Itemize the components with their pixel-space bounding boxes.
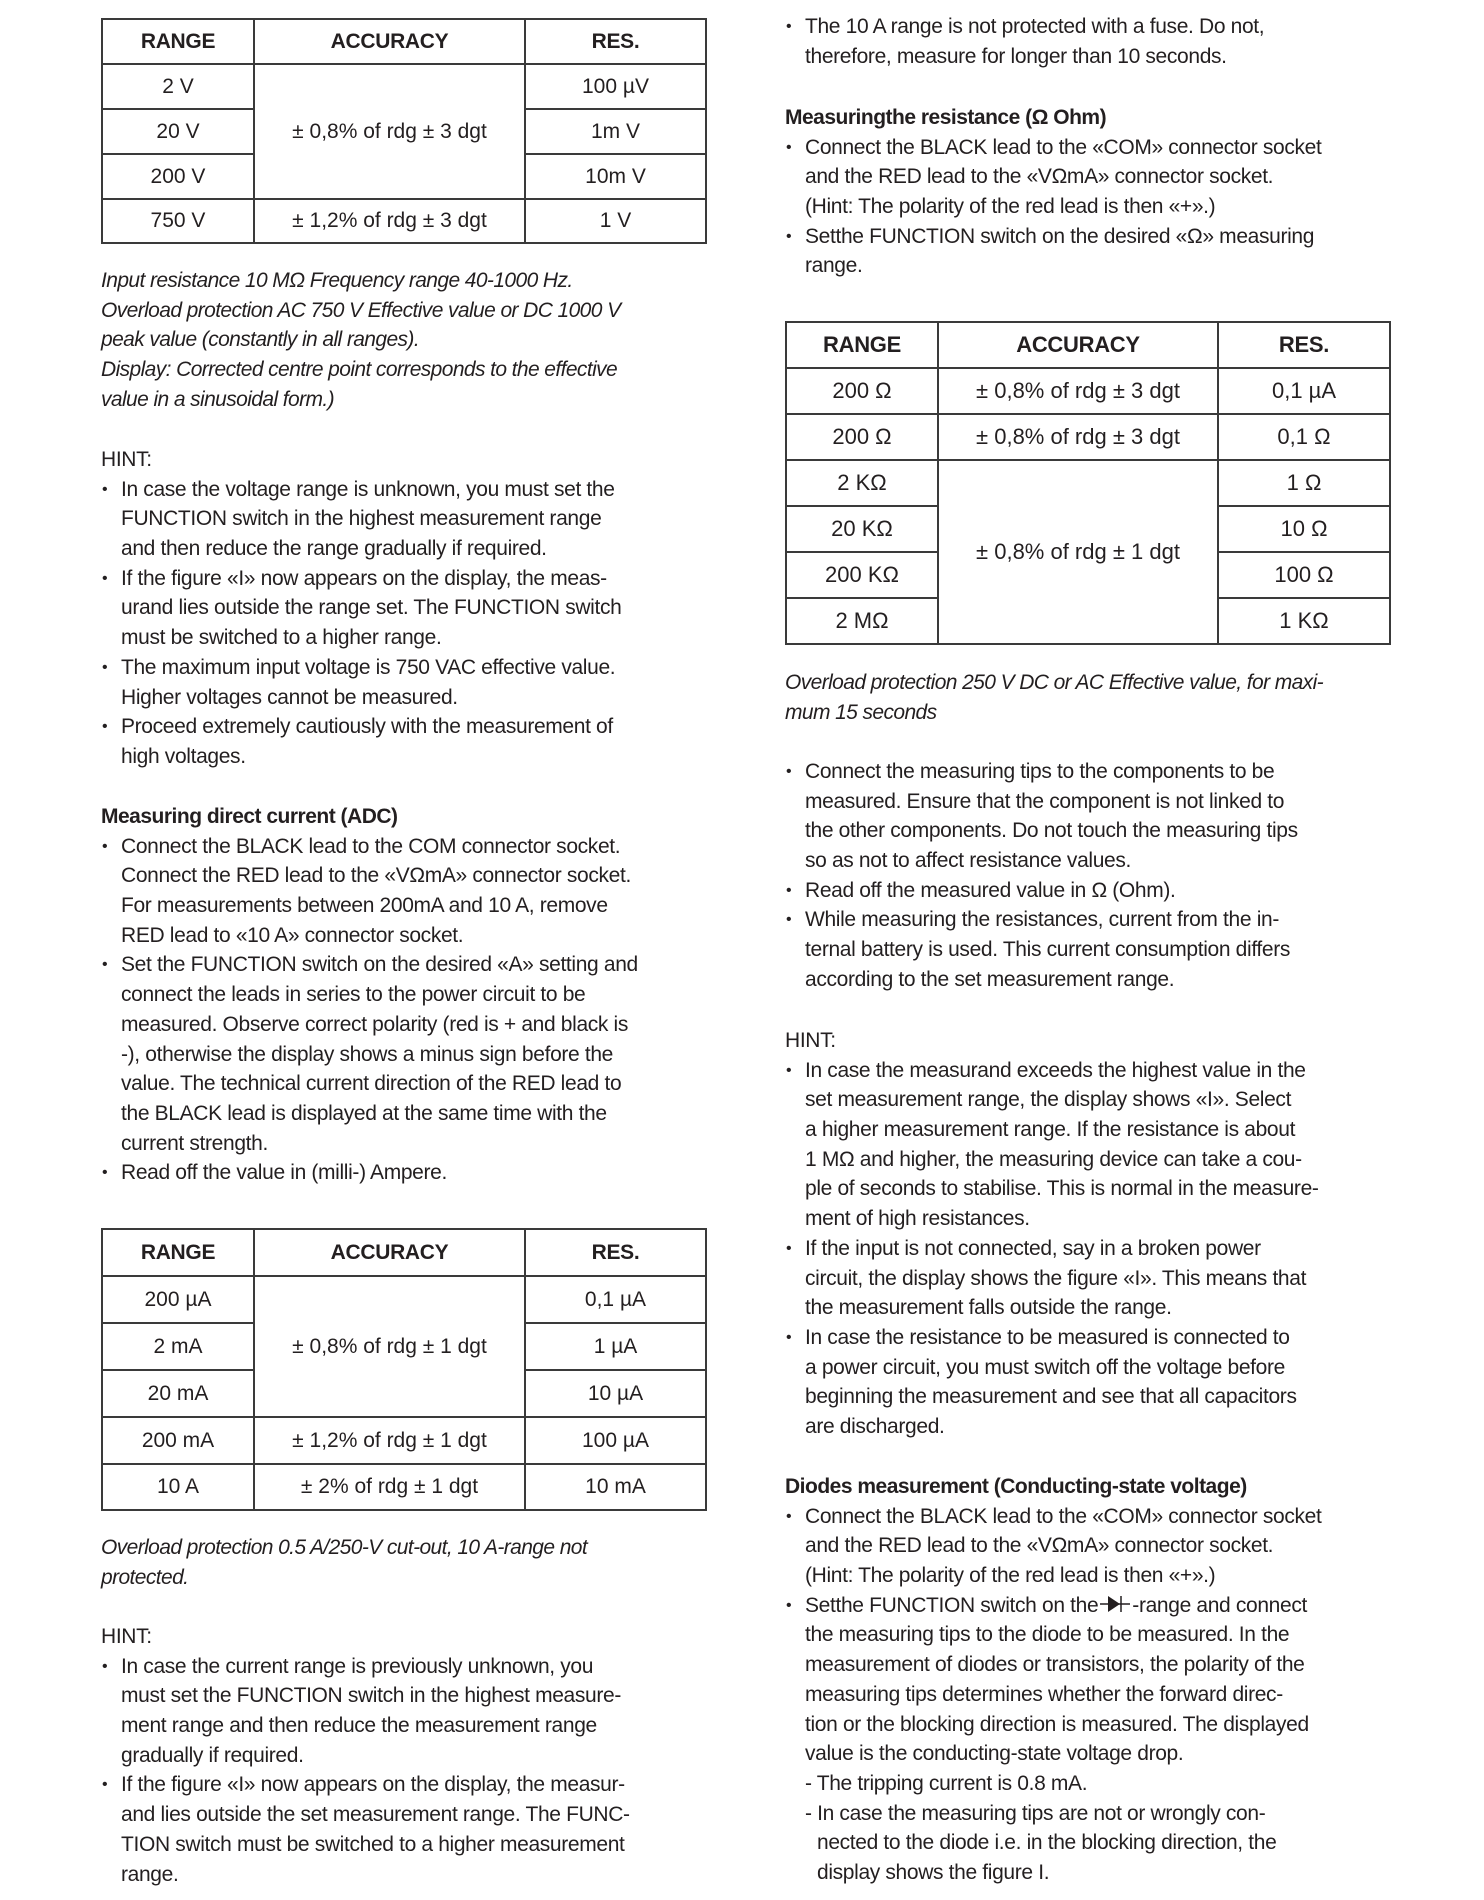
instruction-bullet [785, 876, 1395, 906]
section-heading-resistance: Measuringthe resistance (Ω Ohm) [785, 106, 1107, 129]
bullet-icon: • [786, 227, 792, 245]
text-line: connect the leads in series to the power circuit to be [121, 983, 586, 1007]
res-cell: 10 Ω [1218, 506, 1390, 552]
text-line: current strength. [121, 1131, 268, 1155]
text-line: ple of seconds to stabilise. This is normal in the measure- [805, 1177, 1319, 1201]
bullet-icon: • [786, 1328, 792, 1346]
accuracy-cell: ± 1,2% of rdg ± 3 dgt [254, 199, 525, 243]
text-line: a power circuit, you must switch off the voltage before [805, 1355, 1285, 1379]
text-line: beginning the measurement and see that all capacitors [805, 1385, 1297, 1409]
text-line: In case the voltage range is unknown, you must set the [121, 477, 615, 501]
bullet-icon: • [102, 569, 108, 587]
resistance-note [785, 668, 1395, 727]
text-line: and lies outside the set measurement range. The FUNC- [121, 1803, 630, 1827]
text-line: the measurement falls outside the range. [805, 1296, 1172, 1320]
accuracy-cell-merged: ± 0,8% of rdg ± 1 dgt [938, 460, 1218, 644]
accuracy-cell: ± 2% of rdg ± 1 dgt [254, 1464, 525, 1510]
bullet-icon: • [102, 658, 108, 676]
diode-icon [1100, 1593, 1130, 1623]
text-line: and then reduce the range gradually if required. [121, 537, 547, 561]
bullet-icon: • [786, 763, 792, 780]
header-res: RES. [525, 1229, 706, 1276]
accuracy-cell: ± 0,8% of rdg ± 3 dgt [938, 414, 1218, 460]
text-line: 1 MΩ and higher, the measuring device can take a cou- [805, 1147, 1302, 1171]
res-cell: 1 KΩ [1218, 598, 1390, 644]
text-line: measured. Ensure that the component is not linked to [805, 789, 1285, 813]
text-line: are discharged. [805, 1414, 945, 1438]
text-line: For measurements between 200mA and 10 A, remove [121, 894, 608, 918]
bullet-icon: • [786, 138, 792, 156]
range-cell: 200 mA [102, 1417, 254, 1464]
res-cell: 0,1 Ω [1218, 414, 1390, 460]
bullet-icon: • [102, 1657, 108, 1675]
header-accuracy: ACCURACY [254, 1229, 525, 1276]
range-cell: 200 KΩ [786, 552, 938, 598]
text-line: value. The technical current direction of the RED lead to [121, 1072, 622, 1096]
text-line: circuit, the display shows the figure «I». This means that [805, 1266, 1307, 1290]
range-cell: 200 Ω [786, 414, 938, 460]
header-accuracy: ACCURACY [254, 19, 525, 64]
adc-bullet [101, 950, 711, 1158]
resistance-spec-table [785, 321, 1391, 645]
text-line: RED lead to «10 A» connector socket. [121, 923, 464, 947]
res-cell: 1 V [525, 199, 706, 243]
text-line: Connect the RED lead to the «VΩmA» connector socket. [121, 864, 631, 888]
range-cell: 2 MΩ [786, 598, 938, 644]
text-line: Read off the value in (milli-) Ampere. [121, 1161, 447, 1185]
range-cell: 2 mA [102, 1323, 254, 1370]
text-line: the BLACK lead is displayed at the same time with the [121, 1101, 607, 1125]
sub-item-tripping-current: - The tripping current is 0.8 mA. [805, 1771, 1088, 1795]
text-line: Connect the BLACK lead to the COM connector socket. [121, 834, 621, 858]
accuracy-cell-merged: ± 0,8% of rdg ± 3 dgt [254, 64, 525, 199]
text-line: high voltages. [121, 744, 246, 768]
text-line: gradually if required. [121, 1743, 304, 1767]
hint-label: HINT: [785, 1029, 836, 1052]
diode-section [785, 1472, 1395, 1888]
bullet-icon: • [102, 956, 108, 974]
dc-voltage-spec-table [101, 18, 707, 244]
text-line: range. [805, 254, 863, 278]
section-heading-diodes: Diodes measurement (Conducting-state voltage) [785, 1475, 1247, 1498]
dc-current-spec-table [101, 1228, 707, 1511]
text-line: TION switch must be switched to a higher measurement [121, 1832, 625, 1856]
text-line: Proceed extremely cautiously with the measurement of [121, 715, 613, 739]
text-line: Set the FUNCTION switch on the desired «A» setting and [121, 953, 638, 977]
hint-bullet [101, 564, 711, 653]
note-line: Display: Corrected centre point corresponds to the effective [101, 358, 618, 382]
instruction-bullet [785, 757, 1395, 876]
header-res: RES. [525, 19, 706, 64]
text-line: Connect the BLACK lead to the «COM» connector socket [805, 135, 1322, 159]
text-line: the other components. Do not touch the measuring tips [805, 819, 1298, 843]
text-line: In case the resistance to be measured is connected to [805, 1325, 1290, 1349]
resistance-bullet [785, 133, 1395, 222]
hint-current [101, 1622, 711, 1889]
text-line: While measuring the resistances, current from the in- [805, 908, 1279, 932]
bullet-icon: • [102, 480, 108, 498]
text-line: ment of high resistances. [805, 1207, 1030, 1231]
text-line: (Hint: The polarity of the red lead is then «+».) [805, 1564, 1216, 1588]
res-cell: 0,1 µA [1218, 368, 1390, 414]
text-line: measurement of diodes or transistors, the polarity of the [805, 1653, 1305, 1677]
header-range: RANGE [786, 322, 938, 368]
bullet-icon: • [786, 1061, 792, 1079]
range-cell: 2 V [102, 64, 254, 109]
header-res: RES. [1218, 322, 1390, 368]
hint-resistance [785, 1026, 1395, 1442]
bullet-icon: • [102, 1164, 108, 1182]
adc-note [101, 1533, 711, 1592]
text-line: measured. Observe correct polarity (red is + and black is [121, 1012, 629, 1036]
hint-bullet [101, 712, 711, 771]
res-cell: 100 µV [525, 64, 706, 109]
note-line: protected. [101, 1565, 189, 1589]
res-cell: 10 µA [525, 1370, 706, 1417]
text-line: If the input is not connected, say in a broken power [805, 1236, 1261, 1260]
res-cell: 10 mA [525, 1464, 706, 1510]
header-range: RANGE [102, 19, 254, 64]
hint-label: HINT: [101, 1625, 152, 1648]
text-fragment: -range and connect [1132, 1593, 1307, 1617]
note-line: Input resistance 10 MΩ Frequency range 40-1000 Hz. [101, 269, 573, 292]
text-line: value is the conducting-state voltage drop. [805, 1742, 1184, 1766]
instruction-bullet [785, 905, 1395, 994]
bullet-icon: • [786, 881, 792, 899]
hint-bullet [785, 1234, 1395, 1323]
text-line: FUNCTION switch in the highest measurement range [121, 507, 602, 531]
fuse-warning [785, 12, 1395, 71]
res-cell: 1 Ω [1218, 460, 1390, 506]
bullet-icon: • [102, 1776, 108, 1794]
text-line: urand lies outside the range set. The FUNCTION switch [121, 596, 622, 620]
note-line: mum 15 seconds [785, 700, 937, 724]
bullet-icon: • [102, 718, 108, 736]
diode-bullet [785, 1502, 1395, 1591]
hint-bullet [101, 1770, 711, 1889]
text-line: ternal battery is used. This current consumption differs [805, 938, 1291, 962]
text-line: ment range and then reduce the measurement range [121, 1714, 597, 1738]
text-line: a higher measurement range. If the resistance is about [805, 1118, 1296, 1142]
text-line: Connect the BLACK lead to the «COM» connector socket [805, 1504, 1322, 1528]
text-line: If the figure «I» now appears on the display, the measur- [121, 1773, 625, 1797]
note-line: Overload protection 0.5 A/250-V cut-out, 10 A-range not [101, 1536, 588, 1559]
accuracy-cell-merged: ± 0,8% of rdg ± 1 dgt [254, 1276, 525, 1417]
text-line: set measurement range, the display shows «I». Select [805, 1088, 1292, 1112]
hint-voltage [101, 445, 711, 772]
range-cell: 2 KΩ [786, 460, 938, 506]
res-cell: 10m V [525, 154, 706, 199]
voltage-note [101, 266, 711, 414]
text-line: therefore, measure for longer than 10 seconds. [805, 44, 1227, 68]
hint-bullet [785, 1056, 1395, 1234]
warning-bullet [785, 12, 1395, 71]
text-line: display shows the figure I. [817, 1860, 1050, 1884]
text-line: and the RED lead to the «VΩmA» connector socket. [805, 1534, 1274, 1558]
text-line: measuring tips determines whether the forward direc- [805, 1682, 1283, 1706]
header-accuracy: ACCURACY [938, 322, 1218, 368]
accuracy-cell: ± 0,8% of rdg ± 3 dgt [938, 368, 1218, 414]
note-line: Overload protection AC 750 V Effective value or DC 1000 V [101, 298, 621, 322]
text-line: If the figure «I» now appears on the display, the meas- [121, 566, 607, 590]
text-line: -), otherwise the display shows a minus sign before the [121, 1042, 613, 1066]
res-cell: 100 µA [525, 1417, 706, 1464]
text-fragment: Setthe FUNCTION switch on the [805, 1593, 1099, 1617]
text-line: must set the FUNCTION switch in the highest measure- [121, 1684, 621, 1708]
text-line: the measuring tips to the diode to be measured. In the [805, 1623, 1290, 1647]
text-line: and the RED lead to the «VΩmA» connector socket. [805, 165, 1274, 189]
text-line: In case the measurand exceeds the highest value in the [805, 1058, 1306, 1082]
resistance-bullet [785, 222, 1395, 281]
text-line: so as not to affect resistance values. [805, 849, 1132, 873]
note-line: peak value (constantly in all ranges). [101, 328, 420, 352]
text-line: according to the set measurement range. [805, 967, 1175, 991]
section-heading-adc: Measuring direct current (ADC) [101, 805, 398, 828]
bullet-icon: • [786, 1507, 792, 1525]
bullet-icon: • [786, 18, 792, 35]
res-cell: 100 Ω [1218, 552, 1390, 598]
text-line: In case the current range is previously unknown, you [121, 1654, 594, 1678]
text-line: nected to the diode i.e. in the blocking direction, the [817, 1831, 1277, 1855]
range-cell: 200 Ω [786, 368, 938, 414]
diode-bullet [785, 1591, 1395, 1888]
adc-section [101, 802, 711, 1188]
hint-label: HINT: [101, 448, 152, 471]
accuracy-cell: ± 1,2% of rdg ± 1 dgt [254, 1417, 525, 1464]
text-line: (Hint: The polarity of the red lead is then «+».) [805, 195, 1216, 219]
resistance-instructions [785, 757, 1395, 995]
range-cell: 20 KΩ [786, 506, 938, 552]
bullet-icon: • [102, 837, 108, 855]
text-line: Higher voltages cannot be measured. [121, 685, 458, 709]
text-line: Connect the measuring tips to the components to be [805, 760, 1275, 783]
range-cell: 200 V [102, 154, 254, 199]
note-line: value in a sinusoidal form.) [101, 387, 334, 411]
hint-bullet [785, 1323, 1395, 1442]
range-cell: 10 A [102, 1464, 254, 1510]
bullet-icon: • [786, 1239, 792, 1257]
bullet-icon: • [786, 1596, 792, 1614]
note-line: Overload protection 250 V DC or AC Effective value, for maxi- [785, 671, 1324, 694]
range-cell: 20 mA [102, 1370, 254, 1417]
res-cell: 0,1 µA [525, 1276, 706, 1323]
text-line-with-diode [805, 1591, 1395, 1621]
res-cell: 1m V [525, 109, 706, 154]
text-line: range. [121, 1862, 179, 1886]
text-line: Setthe FUNCTION switch on the desired «Ω» measuring [805, 224, 1315, 248]
header-range: RANGE [102, 1229, 254, 1276]
hint-bullet [101, 1652, 711, 1771]
hint-bullet [101, 653, 711, 712]
text-line: must be switched to a higher range. [121, 626, 442, 650]
bullet-icon: • [786, 911, 792, 929]
text-line: The maximum input voltage is 750 VAC effective value. [121, 655, 616, 679]
text-line: Read off the measured value in Ω (Ohm). [805, 878, 1176, 902]
text-line: tion or the blocking direction is measured. The displayed [805, 1712, 1309, 1736]
res-cell: 1 µA [525, 1323, 706, 1370]
text-line: The 10 A range is not protected with a fuse. Do not, [805, 15, 1265, 38]
hint-bullet [101, 475, 711, 564]
range-cell: 200 µA [102, 1276, 254, 1323]
range-cell: 20 V [102, 109, 254, 154]
range-cell: 750 V [102, 199, 254, 243]
sub-item-wrong-connection: - In case the measuring tips are not or wrongly con- [805, 1801, 1266, 1825]
resistance-section [785, 103, 1395, 281]
adc-bullet [101, 832, 711, 951]
adc-bullet [101, 1158, 711, 1188]
